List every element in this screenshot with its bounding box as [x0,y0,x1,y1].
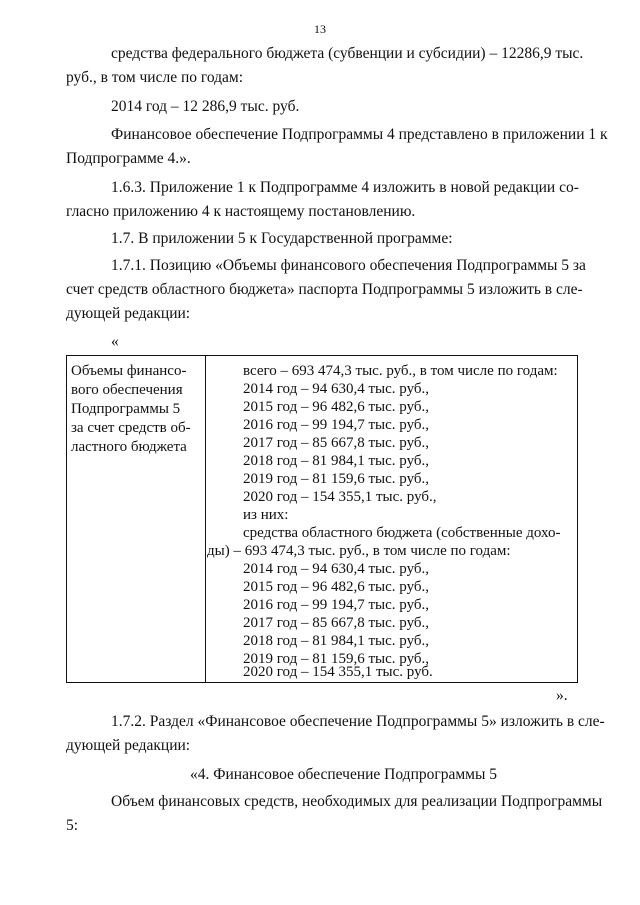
paragraph-line: гласно приложению 4 к настоящему постановлению. [66,203,416,220]
table-value-line: 2014 год – 94 630,4 тыс. руб., [243,381,430,397]
table-value-line: 2017 год – 85 667,8 тыс. руб., [243,615,430,631]
close-quote: ». [556,687,568,704]
table-value-line: средства областного бюджета (собственные дохо- [243,525,561,541]
table-value-line: 2018 год – 81 984,1 тыс. руб., [243,453,430,469]
table-value-line: 2017 год – 85 667,8 тыс. руб., [243,435,430,451]
paragraph-line: 1.7.1. Позицию «Объемы финансового обеспечения Подпрограммы 5 за [111,257,586,274]
paragraph-line: 5: [66,817,79,834]
table-value-line: 2020 год – 154 355,1 тыс. руб., [243,489,437,505]
table-value-line: из них: [243,507,289,523]
table-value-line: 2015 год – 96 482,6 тыс. руб., [243,579,430,595]
paragraph-line: средства федерального бюджета (субвенции и субсидии) – 12286,9 тыс. [111,45,584,62]
paragraph-line: руб., в том числе по годам: [66,69,244,86]
table-value-line: 2016 год – 99 194,7 тыс. руб., [243,417,430,433]
table-label-line: за счет средств об- [71,420,191,436]
page-number: 13 [314,22,326,36]
table-label-line: вого обеспечения [71,382,183,398]
table-value-line: 2015 год – 96 482,6 тыс. руб., [243,399,430,415]
table-value-line: всего – 693 474,3 тыс. руб., в том числе по годам: [243,363,558,379]
paragraph-line: 2014 год – 12 286,9 тыс. руб. [111,98,300,115]
table-value-line: 2016 год – 99 194,7 тыс. руб., [243,597,430,613]
section-heading: «4. Финансовое обеспечение Подпрограммы 5 [190,766,498,783]
table-value-line: ды) – 693 474,3 тыс. руб., в том числе по годам: [207,543,511,559]
table-value-line: 2019 год – 81 159,6 тыс. руб., [243,651,430,667]
paragraph-line: Финансовое обеспечение Подпрограммы 4 представлено в приложении 1 к [111,126,608,143]
table-value-line: 2018 год – 81 984,1 тыс. руб., [243,633,430,649]
paragraph-line: счет средств областного бюджета» паспорта Подпрограммы 5 изложить в сле- [66,281,583,298]
table-value-line: 2014 год – 94 630,4 тыс. руб., [243,561,430,577]
table-label-line: ластного бюджета [71,439,187,455]
paragraph-line: 1.7.2. Раздел «Финансовое обеспечение Подпрограммы 5» изложить в сле- [111,713,605,730]
funding-table [66,355,578,683]
paragraph-line: Объем финансовых средств, необходимых для реализации Подпрограммы [111,793,603,810]
paragraph-line: 1.7. В приложении 5 к Государственной программе: [111,230,453,247]
table-value-line: 2020 год – 154 355,1 тыс. руб. [243,664,433,680]
table-value-line: 2019 год – 81 159,6 тыс. руб., [243,471,430,487]
paragraph-line: дующей редакции: [66,737,191,754]
open-quote: « [111,333,119,350]
table-label-line: Объемы финансо- [71,363,187,379]
paragraph-line: дующей редакции: [66,305,191,322]
paragraph-line: 1.6.3. Приложение 1 к Подпрограмме 4 изложить в новой редакции со- [111,179,579,196]
paragraph-line: Подпрограмме 4.». [66,150,191,167]
table-label-line: Подпрограммы 5 [71,401,181,417]
table-divider [205,356,206,682]
